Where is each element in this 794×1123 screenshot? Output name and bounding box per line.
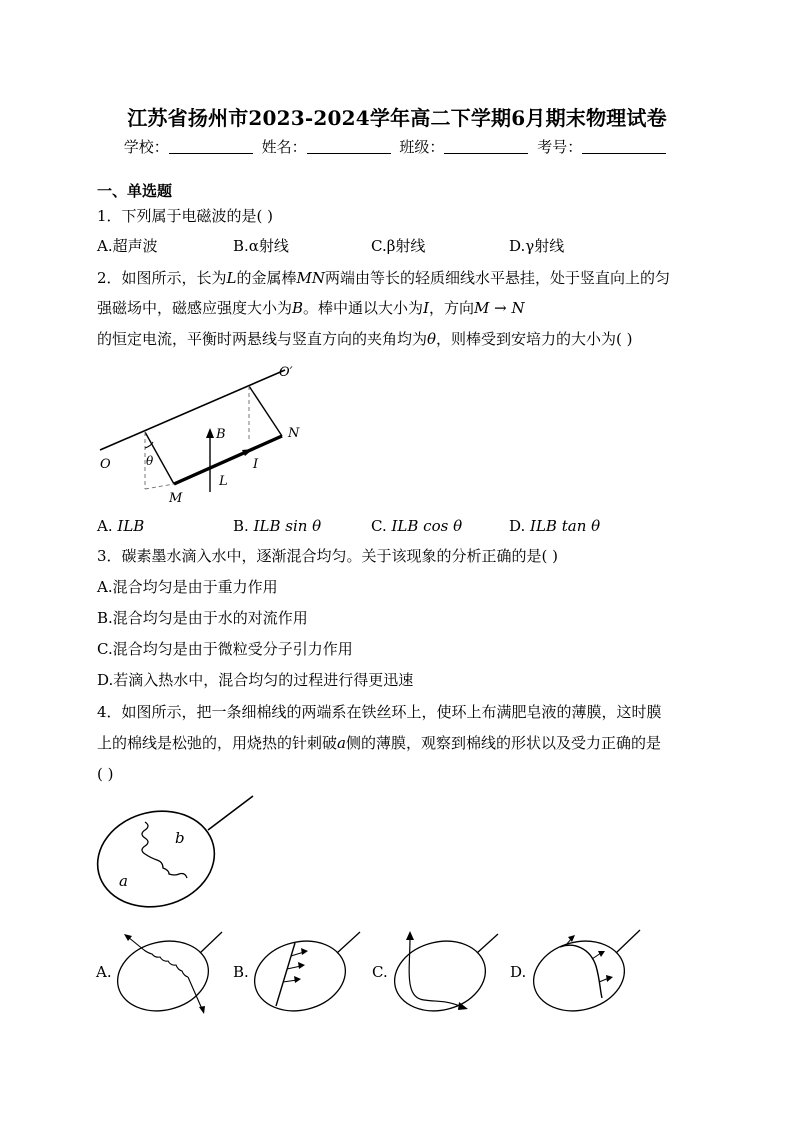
q3-option-d[interactable]: D.若滴入热水中，混合均匀的过程进行得更迅速 [97, 671, 414, 689]
page-title: 江苏省扬州市2023-2024学年高二下学期6月期末物理试卷 [127, 106, 667, 130]
fig-label-theta: θ [146, 454, 154, 468]
q4-option-d[interactable]: D. [510, 963, 527, 981]
q4-option-b[interactable]: B. [233, 963, 249, 981]
number-blank[interactable] [582, 139, 666, 154]
q3-option-a[interactable]: A.混合均匀是由于重力作用 [97, 578, 278, 596]
q2-stem-line1: 2．如图所示，长为L的金属棒MN两端由等长的轻质细线水平悬挂，处于竖直向上的匀 [97, 269, 671, 287]
q2-option-a[interactable]: A. ILB [97, 517, 145, 535]
school-blank[interactable] [169, 139, 253, 154]
fig-label-Oprime: O′ [279, 365, 293, 380]
name-blank[interactable] [307, 139, 391, 154]
q1-option-a[interactable]: A.超声波 [97, 237, 158, 255]
q1-option-b[interactable]: B.α射线 [233, 237, 289, 255]
q4-option-c-figure[interactable] [386, 928, 504, 1020]
fig-label-I: I [253, 457, 259, 472]
q2-stem-line2: 强磁场中，磁感应强度大小为B。棒中通以大小为I，方向M → N [97, 299, 525, 317]
q2-option-c[interactable]: C. ILB cos θ [371, 517, 463, 535]
q2-option-d[interactable]: D. ILB tan θ [509, 517, 601, 535]
section-heading: 一、单选题 [97, 182, 173, 200]
q4-stem-line1: 4．如图所示，把一条细棉线的两端系在铁丝环上，使环上布满肥皂液的薄膜，这时膜 [97, 703, 662, 721]
q4-main-figure [95, 790, 265, 915]
q3-option-c[interactable]: C.混合均匀是由于微粒受分子引力作用 [97, 640, 353, 658]
q4-option-c[interactable]: C. [372, 963, 388, 981]
q4-option-a[interactable]: A. [96, 963, 112, 981]
number-label: 考号： [537, 138, 583, 156]
q4-option-d-figure[interactable] [526, 926, 646, 1020]
fig-label-M: M [169, 491, 183, 506]
fig-label-N: N [288, 426, 300, 441]
student-info-row [0, 136, 794, 157]
q1-option-d[interactable]: D.γ射线 [509, 237, 565, 255]
q4-option-b-figure[interactable] [248, 928, 366, 1020]
fig-label-O: O [100, 457, 111, 472]
q4-stem-line2: 上的棉线是松弛的，用烧热的针刺破a侧的薄膜，观察到棉线的形状以及受力正确的是 [97, 734, 661, 752]
fig-label-L: L [219, 474, 228, 489]
fig-label-a: a [119, 872, 128, 890]
name-label: 姓名： [261, 138, 307, 156]
q1-option-c[interactable]: C.β射线 [371, 237, 426, 255]
q2-figure [95, 358, 325, 508]
class-blank[interactable] [444, 139, 528, 154]
q2-option-b[interactable]: B. ILB sin θ [233, 517, 322, 535]
q4-option-a-figure[interactable] [112, 928, 227, 1020]
q2-stem-line3: 的恒定电流，平衡时两悬线与竖直方向的夹角均为θ，则棒受到安培力的大小为( ) [97, 330, 633, 348]
q3-option-b[interactable]: B.混合均匀是由于水的对流作用 [97, 609, 308, 627]
q4-stem-line3: ( ) [97, 765, 114, 783]
class-label: 班级： [399, 138, 445, 156]
fig-label-B: B [216, 427, 226, 442]
q1-stem: 1．下列属于电磁波的是( ) [97, 207, 274, 225]
q3-stem: 3．碳素墨水滴入水中，逐渐混合均匀。关于该现象的分析正确的是( ) [97, 547, 559, 565]
fig-label-b: b [175, 829, 185, 847]
school-label: 学校： [123, 138, 169, 156]
